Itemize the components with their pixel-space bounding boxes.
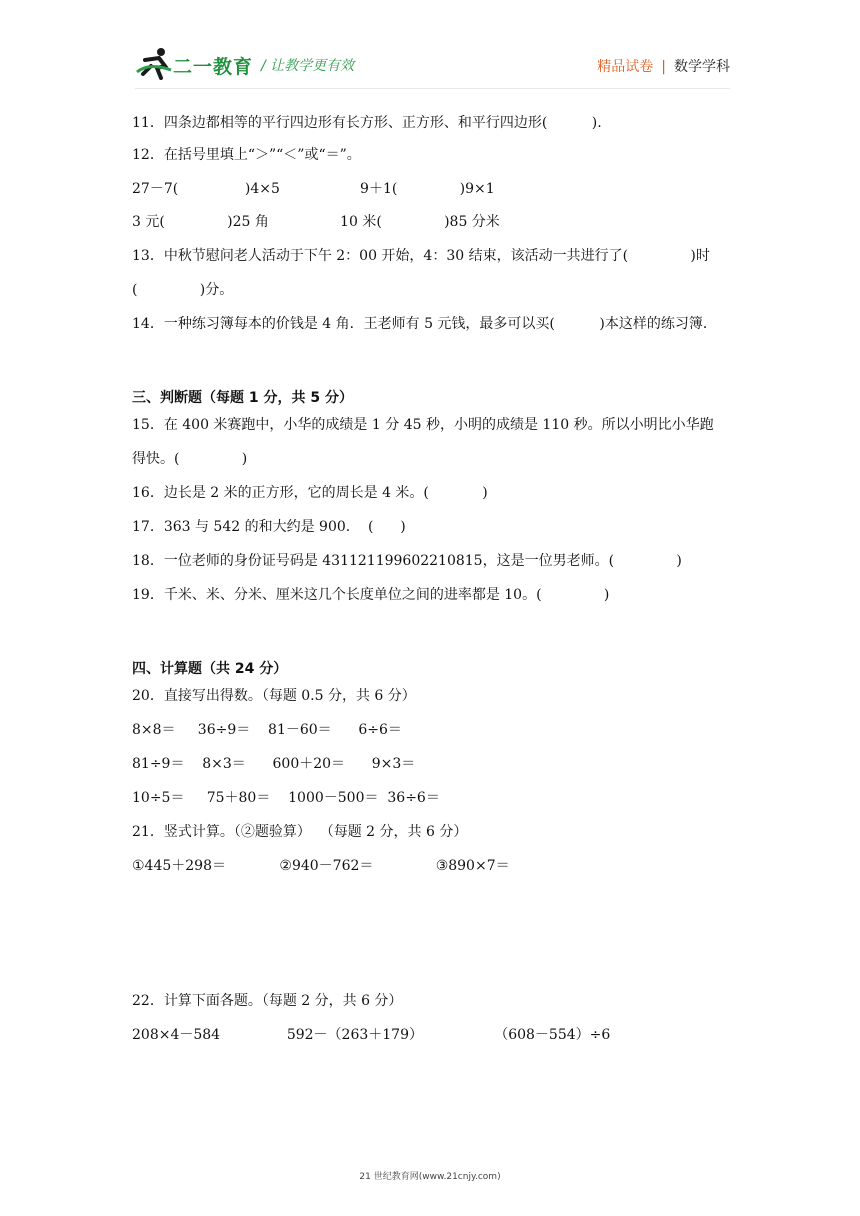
question-22: 22．计算下面各题。（每题 2 分，共 6 分） xyxy=(132,993,403,1009)
section-3-heading: 三、判断题（每题 1 分，共 5 分） xyxy=(132,390,353,406)
logo-text: 二一教育 xyxy=(173,56,254,78)
question-21: 21．竖式计算。（②题验算） （每题 2 分，共 6 分） xyxy=(132,824,468,840)
runner-logo-icon xyxy=(135,46,175,82)
header-divider xyxy=(135,88,730,89)
subject-label: 数学学科 xyxy=(674,59,730,75)
question-20-row-2: 81÷9＝ 8×3＝ 600＋20＝ 9×3＝ xyxy=(132,756,416,772)
question-21-row: ①445＋298＝ ②940－762＝ ③890×7＝ xyxy=(132,858,510,874)
question-11: 11．四条边都相等的平行四边形有长方形、正方形、和平行四边形( ). xyxy=(132,115,602,131)
question-16: 16．边长是 2 米的正方形，它的周长是 4 米。( ) xyxy=(132,485,488,501)
question-19: 19．千米、米、分米、厘米这几个长度单位之间的进率都是 10。( ) xyxy=(132,587,610,603)
question-13: 13．中秋节慰问老人活动于下午 2：00 开始，4：30 结束，该活动一共进行了( )时 xyxy=(132,248,710,264)
question-20: 20．直接写出得数。（每题 0.5 分，共 6 分） xyxy=(132,688,416,704)
question-14: 14．一种练习簿每本的价钱是 4 角．王老师有 5 元钱，最多可以买( )本这样的练习簿． xyxy=(132,316,717,332)
logo xyxy=(135,46,260,82)
question-15: 15．在 400 米赛跑中，小华的成绩是 1 分 45 秒，小明的成绩是 110 秒。所以小明比小华跑 xyxy=(132,417,714,433)
question-15-cont: 得快。( ) xyxy=(132,451,248,467)
premium-label: 精品试卷 xyxy=(597,59,654,75)
question-12-row-2: 3 元( )25 角 10 米( )85 分米 xyxy=(132,214,500,230)
question-18: 18．一位老师的身份证号码是 431121199602210815，这是一位男老师。( ) xyxy=(132,553,682,569)
question-20-row-1: 8×8＝ 36÷9＝ 81－60＝ 6÷6＝ xyxy=(132,722,402,738)
question-12-row-1: 27－7( )4×5 9＋1( )9×1 xyxy=(132,181,495,197)
header-separator: | xyxy=(661,59,666,75)
question-20-row-3: 10÷5＝ 75＋80＝ 1000－500＝ 36÷6＝ xyxy=(132,790,440,806)
question-22-row: 208×4－584 592－（263＋179） （608－554）÷6 xyxy=(132,1027,611,1043)
question-12: 12．在括号里填上“＞”“＜”或“＝”。 xyxy=(132,147,361,163)
page-header xyxy=(135,46,730,86)
header-right xyxy=(597,56,730,76)
question-13-cont: ( )分。 xyxy=(132,282,234,298)
footer: 21 世纪教育网(www.21cnjy.com) xyxy=(359,1172,501,1182)
slogan: / 让教学更有效 xyxy=(261,58,355,74)
question-17: 17．363 与 542 的和大约是 900. ( ) xyxy=(132,519,406,535)
section-4-heading: 四、计算题（共 24 分） xyxy=(132,661,288,677)
